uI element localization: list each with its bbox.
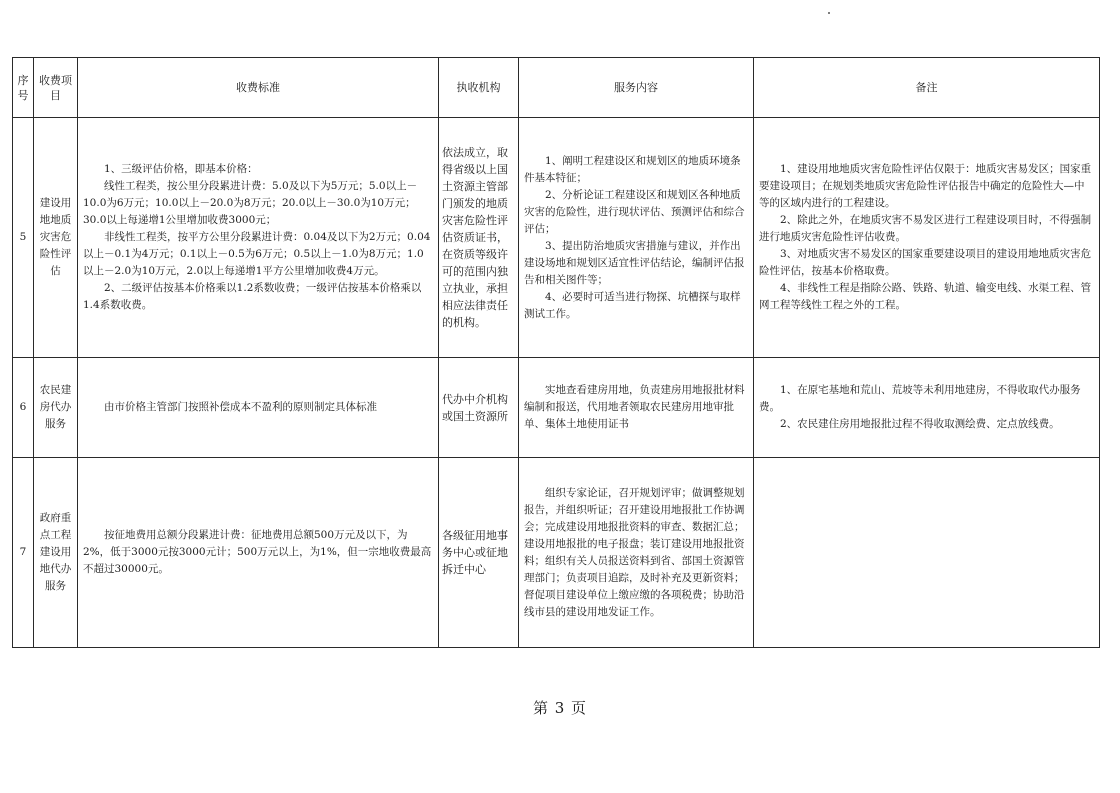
remarks-cell (754, 458, 1100, 648)
standard-paragraph: 由市价格主管部门按照补偿成本不盈利的原则制定具体标准 (104, 401, 377, 413)
header-remarks: 备注 (754, 58, 1100, 118)
service-paragraph: 实地查看建房用地，负责建房用地报批材料编制和报送，代用地者领取农民建房用地审批单、集体土地使用证书 (524, 384, 745, 430)
table-row (13, 458, 1100, 648)
standard-paragraph: 非线性工程类，按平方公里分段累进计费：0.04及以下为2万元；0.04以上－0.1为4万元；0.1以上－0.5为6万元；0.5以上－1.0为8万元；1.0以上－2.0为10万元，2.0以上每递增1平方公里增加收费4万元。 (83, 231, 431, 277)
scan-speck (828, 12, 830, 14)
remarks-cell (754, 118, 1100, 358)
page-number: 第 3 页 (532, 699, 588, 717)
fee-standard-cell (78, 358, 439, 458)
agency-text: 依法成立，取得省级以上国土资源主管部门颁发的地质灾害危险性评估资质证书，在资质等级许可的范围内独立执业，承担相应法律责任的机构。 (442, 146, 508, 329)
remark-paragraph: 2、除此之外，在地质灾害不易发区进行工程建设项目时，不得强制进行地质灾害危险性评估收费。 (759, 214, 1092, 243)
service-paragraph: 1、阐明工程建设区和规划区的地质环境条件基本特征； (524, 154, 741, 184)
fee-standards-table (12, 57, 1100, 648)
fee-item: 建设用地地质灾害危险性评估 (34, 118, 78, 358)
remark-paragraph: 1、在原宅基地和荒山、荒坡等未利用地建房，不得收取代办服务费。 (759, 384, 1081, 413)
service-paragraph: 4、必要时可适当进行物探、坑槽探与取样测试工作。 (524, 290, 741, 320)
service-paragraph: 组织专家论证，召开规划评审；做调整规划报告，并组织听证；召开建设用地报批工作协调会；完成建设用地报批资料的审查、数据汇总；建设用地报批的电子报盘；装订建设用地报批资料；组织有关人员报送资料到省、部国土资源管理部门；负责项目追踪，及时补充及更新资料；督促项目建设单位上缴应缴的各项税费；协助沿线市县的建设用地发证工作。 (524, 486, 745, 618)
standard-paragraph: 线性工程类，按公里分段累进计费：5.0及以下为5万元；5.0以上－10.0为6万元；10.0以上－20.0为8万元；20.0以上－30.0为10万元；30.0以上每递增1公里增加收费3000元； (83, 180, 418, 226)
header-standard: 收费标准 (78, 58, 439, 118)
agency-cell (439, 358, 519, 458)
row-number: 6 (13, 358, 34, 458)
row-number: 5 (13, 118, 34, 358)
row-number: 7 (13, 458, 34, 648)
fee-item: 政府重点工程建设用地代办服务 (34, 458, 78, 648)
header-service: 服务内容 (519, 58, 754, 118)
table-row (13, 358, 1100, 458)
fee-standard-cell (78, 118, 439, 358)
remark-paragraph: 2、农民建住房用地报批过程不得收取测绘费、定点放线费。 (780, 418, 1060, 430)
fee-standard-cell (78, 458, 439, 648)
service-cell (519, 118, 754, 358)
agency-cell (439, 458, 519, 648)
standard-paragraph: 1、三级评估价格，即基本价格： (104, 163, 258, 175)
agency-text: 各级征用地事务中心或征地拆迁中心 (442, 529, 508, 576)
service-paragraph: 2、分析论证工程建设区和规划区各种地质灾害的危险性，进行现状评估、预测评估和综合评估； (524, 188, 745, 235)
standard-paragraph: 2、二级评估按基本价格乘以1.2系数收费；一级评估按基本价格乘以1.4系数收费。 (83, 282, 422, 311)
remark-paragraph: 3、对地质灾害不易发区的国家重要建设项目的建设用地地质灾害危险性评估，按基本价格取费。 (759, 248, 1092, 277)
standard-paragraph: 按征地费用总额分段累进计费：征地费用总额500万元及以下，为2%，低于3000元按3000元计；500万元以上，为1%，但一宗地收费最高不超过30000元。 (83, 529, 432, 575)
service-cell (519, 358, 754, 458)
table-header-row (13, 58, 1100, 118)
header-no: 序号 (13, 58, 34, 118)
header-agency: 执收机构 (439, 58, 519, 118)
fee-item: 农民建房代办服务 (34, 358, 78, 458)
table-row (13, 118, 1100, 358)
remarks-cell (754, 358, 1100, 458)
service-paragraph: 3、提出防治地质灾害措施与建议，并作出建设场地和规划区适宜性评估结论，编制评估报告和相关图件等； (524, 239, 745, 286)
remark-paragraph: 1、建设用地地质灾害危险性评估仅限于：地质灾害易发区；国家重要建设项目；在规划类地质灾害危险性评估报告中确定的危险性大—中等的区域内进行的工程建设。 (759, 163, 1092, 209)
agency-text: 代办中介机构或国土资源所 (442, 392, 508, 423)
agency-cell (439, 118, 519, 358)
remark-paragraph: 4、非线性工程是指除公路、铁路、轨道、输变电线、水渠工程、管网工程等线性工程之外的工程。 (759, 282, 1092, 311)
service-cell (519, 458, 754, 648)
header-item: 收费项目 (34, 58, 78, 118)
